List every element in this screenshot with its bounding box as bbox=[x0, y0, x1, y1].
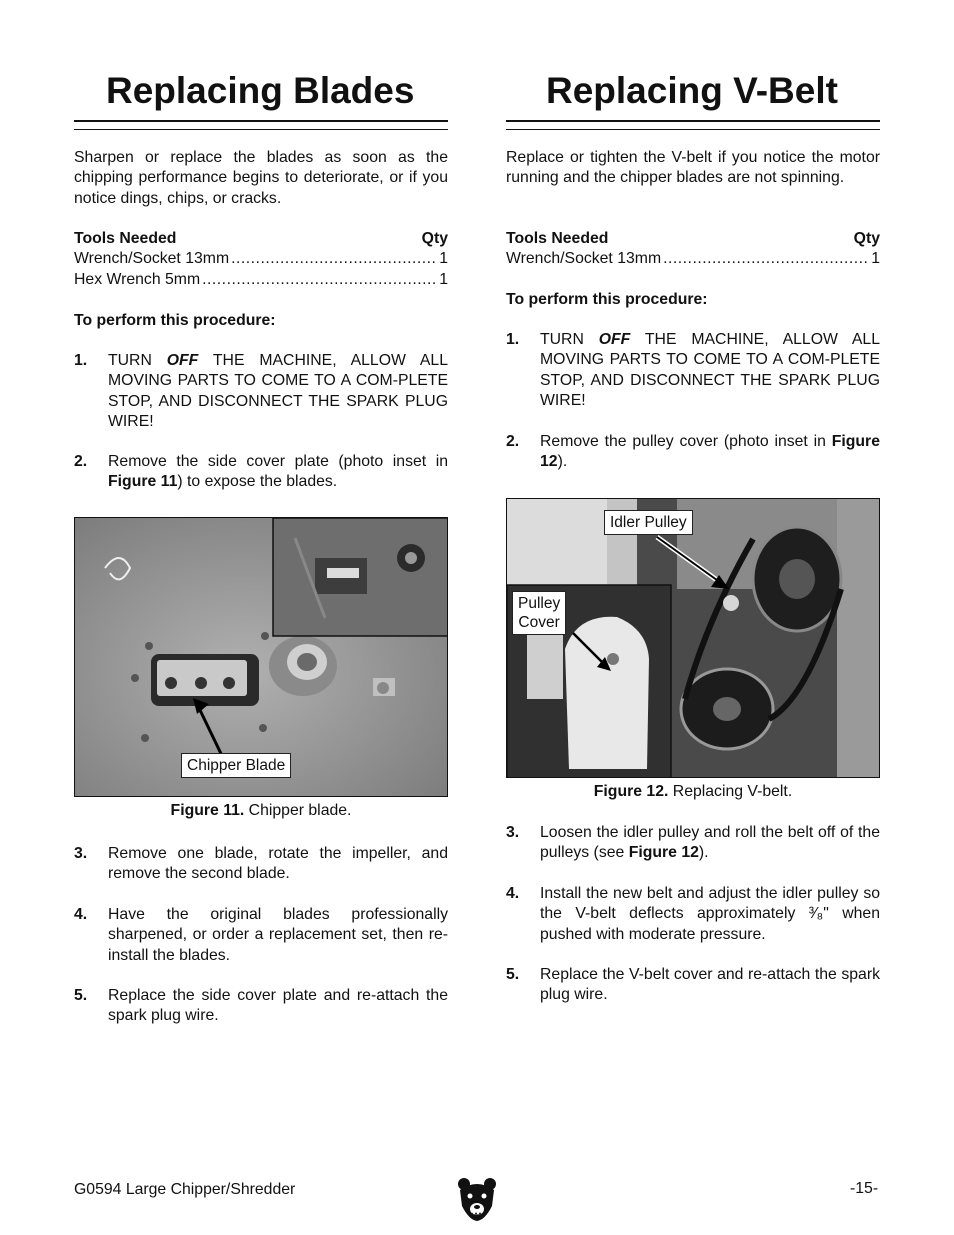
section-title: Replacing Blades bbox=[106, 70, 415, 111]
tool-item: Wrench/Socket 13mm ..... 1 bbox=[506, 249, 880, 269]
step-3: 3. Loosen the idler pulley and roll the belt off of the pulleys (see Figure 12). bbox=[506, 824, 880, 862]
bear-head-logo-icon bbox=[457, 1176, 497, 1222]
tools-list bbox=[506, 229, 880, 270]
tools-header: Tools Needed Qty bbox=[74, 230, 448, 247]
figure-11-photo bbox=[74, 517, 448, 797]
figure-12-photo bbox=[506, 498, 880, 778]
step-1: 1. TURN OFF THE MACHINE, ALLOW ALL MOVING PARTS TO COME TO A COM-PLETE STOP, AND DISCONNECT THE SPARK PLUG WIRE! bbox=[506, 331, 880, 409]
tools-list bbox=[74, 229, 448, 290]
step-5: 5. Replace the V-belt cover and re-attach the spark plug wire. bbox=[506, 966, 880, 1004]
step-3: 3. Remove one blade, rotate the impeller, and remove the second blade. bbox=[74, 845, 448, 883]
procedure-heading: To perform this procedure: bbox=[74, 312, 276, 329]
page-number: -15- bbox=[850, 1180, 879, 1197]
figure-11-caption: Figure 11. Chipper blade. bbox=[170, 802, 352, 819]
idler-pulley-label: Idler Pulley bbox=[604, 510, 693, 535]
step-5: 5. Replace the side cover plate and re-attach the spark plug wire. bbox=[74, 987, 448, 1025]
step-2: 2. Remove the pulley cover (photo inset in Figure 12). bbox=[506, 433, 880, 471]
intro-paragraph: Sharpen or replace the blades as soon as the chipping performance begins to deteriorate, or if you notice dings, chips, or cracks. bbox=[74, 149, 448, 207]
step-2: 2. Remove the side cover plate (photo inset in Figure 11) to expose the blades. bbox=[74, 453, 448, 491]
section-title: Replacing V-Belt bbox=[546, 70, 838, 111]
step-4: 4. Have the original blades professionally sharpened, or order a replacement set, then re-install the blades. bbox=[74, 906, 448, 964]
title-rule bbox=[506, 120, 880, 130]
v-belt-photo-illustration bbox=[507, 499, 880, 778]
chipper-blade-label: Chipper Blade bbox=[181, 753, 291, 778]
step-1: 1. TURN OFF THE MACHINE, ALLOW ALL MOVING PARTS TO COME TO A COM-PLETE STOP, AND DISCONNECT THE SPARK PLUG WIRE! bbox=[74, 352, 448, 430]
title-rule bbox=[74, 120, 448, 130]
step-4: 4. Install the new belt and adjust the idler pulley so the V-belt deflects approximately ³⁄₈" when pushed with moderate pressure. bbox=[506, 885, 880, 943]
tool-item: Wrench/Socket 13mm ..... 1 bbox=[74, 249, 448, 269]
pulley-cover-label: Pulley Cover bbox=[512, 591, 566, 635]
procedure-heading: To perform this procedure: bbox=[506, 291, 708, 308]
figure-12-caption: Figure 12. Replacing V-belt. bbox=[593, 783, 793, 800]
footer-model: G0594 Large Chipper/Shredder bbox=[74, 1181, 296, 1198]
tool-item: Hex Wrench 5mm ..... 1 bbox=[74, 270, 448, 290]
intro-paragraph: Replace or tighten the V-belt if you notice the motor running and the chipper blades are not spinning. bbox=[506, 149, 880, 187]
tools-header: Tools Needed Qty bbox=[506, 230, 880, 247]
